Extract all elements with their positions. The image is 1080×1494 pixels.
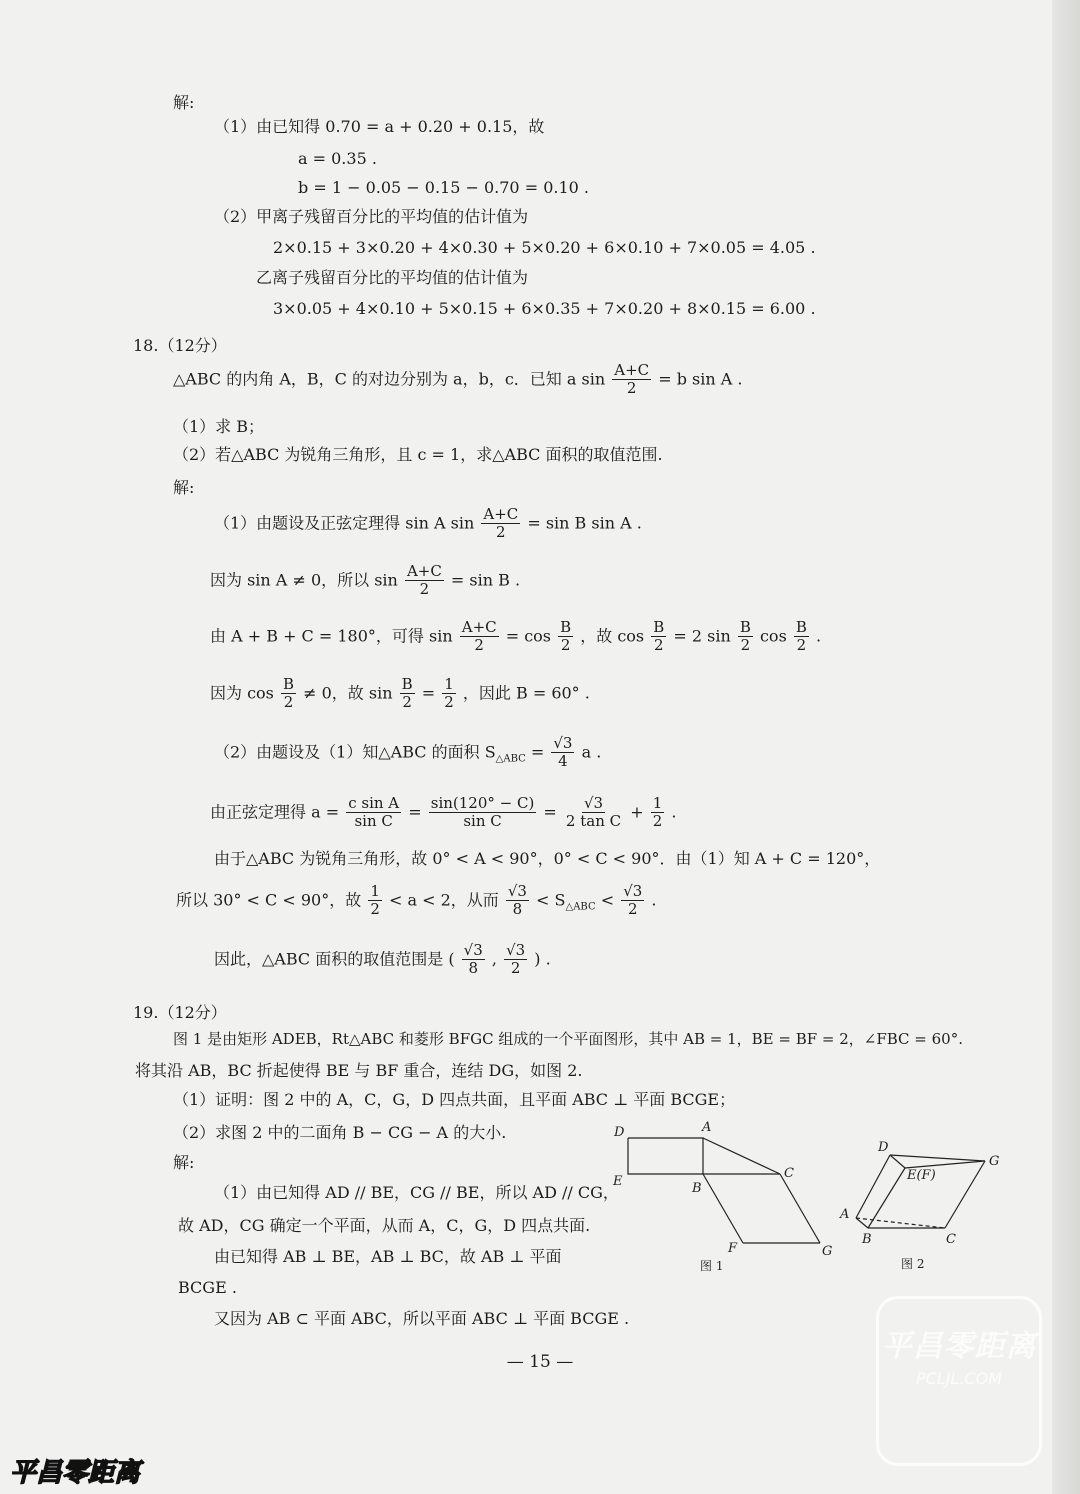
solution-label: 解: bbox=[173, 1153, 195, 1172]
fraction: $\frac{1}{2}$ bbox=[652, 794, 663, 831]
label-g: G bbox=[989, 1154, 1000, 1169]
label-c: C bbox=[784, 1166, 794, 1181]
edge-eb bbox=[868, 1168, 905, 1228]
label-ef: E(F) bbox=[907, 1168, 936, 1183]
fraction: $\frac{A+C}{2}$ bbox=[614, 361, 650, 398]
watermark-corner: 平昌零距离 bbox=[10, 1458, 141, 1488]
label-g: G bbox=[822, 1244, 833, 1259]
q18-heading: 18.（12分） bbox=[133, 336, 227, 355]
sol18-line3: 由 A + B + C = 180°，可得 sin $\frac{A+C}{2}$ = cos $\frac{B}{2}$ ，故 cos $\frac{B}{2}$ = 2 sin $\frac{B}{2}$ cos $\frac{B}{2}$ . bbox=[210, 618, 822, 655]
label-e: E bbox=[613, 1174, 623, 1189]
label-b: B bbox=[862, 1232, 872, 1247]
sol18-line8: 所以 30° < C < 90°，故 $\frac{1}{2}$ < a < 2，从而 $\frac{√3}{8}$ < $S_{\triangle ABC}$ < $\frac{√3}{2}$ . bbox=[176, 882, 657, 919]
figure-1 bbox=[600, 1115, 850, 1285]
fraction: $\frac{√3}{2}$ bbox=[623, 882, 643, 919]
sol17-part2-line4: 3×0.05 + 4×0.10 + 5×0.15 + 6×0.35 + 7×0.20 + 8×0.15 = 6.00 . bbox=[273, 299, 816, 318]
sol19-line1: （1）由已知得 AD // BE，CG // BE，所以 AD // CG， bbox=[214, 1183, 619, 1202]
edge-dg bbox=[890, 1155, 985, 1161]
fraction: $\frac{√3}{8}$ bbox=[507, 882, 527, 919]
sol19-line3: 由已知得 AB ⊥ BE，AB ⊥ BC，故 AB ⊥ 平面 bbox=[214, 1247, 562, 1266]
fraction: $\frac{B}{2}$ bbox=[283, 675, 295, 712]
label-d: D bbox=[878, 1140, 889, 1155]
sol17-part1-line3: b = 1 − 0.05 − 0.15 − 0.70 = 0.10 . bbox=[298, 178, 589, 197]
label-a: A bbox=[702, 1120, 712, 1135]
sol18-line6: 由正弦定理得 a = $\frac{\text{c sin A}}{\text{sin C}}$ = $\frac{\sin(120^\circ - C)}{\text{sin C}}$ = $\frac{√3}{\text{2 tan C}}$ + $\frac{1}{2}$ . bbox=[210, 794, 677, 831]
figure-2 bbox=[835, 1135, 1010, 1275]
q19-heading: 19.（12分） bbox=[133, 1003, 227, 1022]
edge-ac bbox=[703, 1138, 780, 1174]
label-a: A bbox=[840, 1207, 850, 1222]
watermark-logo: 平昌零距离 PCLJL.COM bbox=[876, 1296, 1042, 1466]
q19-part1: （1）证明：图 2 中的 A，C，G，D 四点共面，且平面 ABC ⊥ 平面 BCGE； bbox=[173, 1090, 736, 1109]
q18-part1: （1）求 B； bbox=[173, 417, 265, 436]
fraction: $\frac{\sin(120^\circ - C)}{\text{sin C}}$ bbox=[430, 794, 535, 831]
fraction: $\frac{A+C}{2}$ bbox=[406, 562, 442, 599]
page-number: — 15 — bbox=[506, 1352, 574, 1372]
fraction: $\frac{1}{2}$ bbox=[444, 675, 454, 712]
fraction: $\frac{B}{2}$ bbox=[653, 618, 665, 655]
label-b: B bbox=[692, 1181, 702, 1196]
sol17-part2-line1: （2）甲离子残留百分比的平均值的估计值为 bbox=[214, 207, 529, 226]
sol18-line7: 由于△ABC 为锐角三角形，故 0° < A < 90°，0° < C < 90°．由（1）知 A + C = 120°， bbox=[214, 849, 881, 868]
fraction: $\frac{\text{c sin A}}{\text{sin C}}$ bbox=[348, 794, 400, 831]
q19-stem-line1: 图 1 是由矩形 ADEB，Rt△ABC 和菱形 BFGC 组成的一个平面图形，其中 AB = 1，BE = BF = 2，∠FBC = 60°. bbox=[173, 1030, 963, 1048]
edge-bf bbox=[703, 1174, 743, 1243]
figure-2-caption: 图 2 bbox=[901, 1257, 925, 1271]
solution-label: 解: bbox=[173, 93, 195, 112]
sol18-line9: 因此，△ABC 面积的取值范围是 ( $\frac{√3}{8}$ , $\frac{√3}{2}$ ) . bbox=[214, 941, 551, 978]
fraction: $\frac{B}{2}$ bbox=[795, 618, 807, 655]
edge-eg bbox=[905, 1161, 985, 1168]
q19-stem-line2: 将其沿 AB，BC 折起使得 BE 与 BF 重合，连结 DG，如图 2. bbox=[135, 1061, 583, 1080]
fraction: $\frac{A+C}{2}$ bbox=[461, 618, 497, 655]
sol19-line5: 又因为 AB ⊂ 平面 ABC，所以平面 ABC ⊥ 平面 BCGE . bbox=[214, 1309, 630, 1328]
sol18-line4: 因为 cos $\frac{B}{2}$ ≠ 0，故 sin $\frac{B}{2}$ = $\frac{1}{2}$ ，因此 B = 60° . bbox=[210, 675, 590, 712]
sol18-line1: （1）由题设及正弦定理得 sin A sin $\frac{A+C}{2}$ = sin B sin A . bbox=[214, 505, 642, 542]
edge-gc bbox=[945, 1161, 985, 1228]
sol19-line2: 故 AD，CG 确定一个平面，从而 A，C，G，D 四点共面. bbox=[178, 1216, 591, 1235]
edge-de bbox=[890, 1155, 905, 1168]
sol17-part1-line2: a = 0.35 . bbox=[298, 149, 377, 168]
fraction: $\frac{√3}{2}$ bbox=[506, 941, 526, 978]
fraction: $\frac{√3}{4}$ bbox=[553, 734, 573, 771]
solution-label: 解: bbox=[173, 478, 195, 497]
edge-cg bbox=[780, 1174, 820, 1243]
q18-part2: （2）若△ABC 为锐角三角形，且 c = 1，求△ABC 面积的取值范围. bbox=[173, 445, 663, 464]
sol17-part2-line2: 2×0.15 + 3×0.20 + 4×0.30 + 5×0.20 + 6×0.10 + 7×0.05 = 4.05 . bbox=[273, 238, 816, 257]
q18-stem: △ABC 的内角 A，B，C 的对边分别为 a，b，c．已知 a sin $\frac{A+C}{2}$ = b sin A . bbox=[173, 361, 743, 398]
figure-1-caption: 图 1 bbox=[700, 1259, 724, 1273]
page-edge bbox=[1052, 0, 1080, 1494]
label-d: D bbox=[614, 1125, 625, 1140]
q19-part2: （2）求图 2 中的二面角 B − CG − A 的大小. bbox=[173, 1123, 507, 1142]
rectangle-adeb bbox=[628, 1138, 703, 1174]
sol17-part2-line3: 乙离子残留百分比的平均值的估计值为 bbox=[256, 268, 529, 287]
edge-da bbox=[856, 1155, 890, 1218]
fraction: $\frac{√3}{8}$ bbox=[463, 941, 483, 978]
fraction: $\frac{1}{2}$ bbox=[370, 882, 380, 919]
sol17-part1-line1: （1）由已知得 0.70 = a + 0.20 + 0.15，故 bbox=[214, 117, 545, 136]
label-f: F bbox=[728, 1241, 738, 1256]
sol19-line4: BCGE . bbox=[178, 1278, 237, 1297]
sol18-line5: （2）由题设及（1）知△ABC 的面积 $S_{\triangle ABC}$ = $\frac{√3}{4}$ a . bbox=[214, 734, 602, 771]
fraction: $\frac{√3}{\text{2 tan C}}$ bbox=[565, 794, 622, 831]
fraction: $\frac{B}{2}$ bbox=[739, 618, 751, 655]
fraction: $\frac{B}{2}$ bbox=[560, 618, 572, 655]
label-c: C bbox=[946, 1232, 956, 1247]
fraction: $\frac{A+C}{2}$ bbox=[483, 505, 519, 542]
sol18-line2: 因为 sin A ≠ 0，所以 sin $\frac{A+C}{2}$ = sin B . bbox=[210, 562, 521, 599]
fraction: $\frac{B}{2}$ bbox=[401, 675, 413, 712]
